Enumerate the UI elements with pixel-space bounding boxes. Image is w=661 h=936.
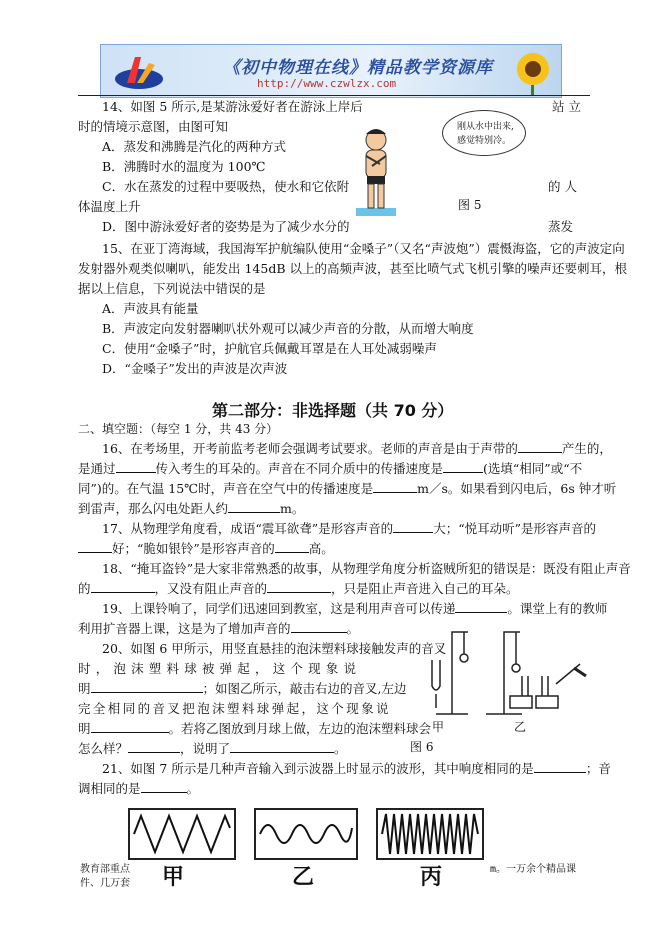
q17-line-1 [102,520,612,538]
answer-blank[interactable] [116,460,156,473]
q16-line-3 [78,480,617,498]
q20-line-4: 完全相同的音叉把泡沫塑料球弹起，这个现象说 [78,701,391,716]
q17-text: 好；“脆如银铃”是形容声音的 [112,541,275,556]
tuning-fork-figure [424,624,594,720]
q20-line-2: 时，泡沫塑料球被弹起，这个现象说 [78,661,362,676]
answer-blank[interactable] [443,460,483,473]
q14-option-b: B．沸腾时水的温度为 100℃ [102,159,266,174]
q17-line-2 [78,540,588,558]
q16-text: 是通过 [78,461,116,476]
answer-blank[interactable] [228,500,280,513]
waveform-jia [128,808,236,860]
q19-text: 19、上课铃响了，同学们迅速回到教室，这是利用声音可以传递 [102,601,456,616]
q20-text: 。 [334,741,347,756]
q21-line-1 [102,760,612,778]
figure-6-label-jia: 甲 [432,720,445,734]
q14-stem-right: 站 立 [552,99,581,114]
q21-text: 21、如图 7 所示是几种声音输入到示波器上时显示的波形，其中响度相同的是 [102,761,534,776]
answer-blank[interactable] [91,580,155,593]
q15-line-1: 15、在亚丁湾海域，我国海军护航编队使用“金嗓子”（又名“声波炮”）震慑海盗，它的声波定向 [102,241,625,256]
q19-text: 。课堂上有的教师 [507,601,608,616]
answer-blank[interactable] [141,780,187,793]
q16-text: (选填“相同”或“不 [483,461,583,476]
answer-blank[interactable] [128,740,180,753]
q15-option-b: B．声波定向发射器喇叭状外观可以减少声音的分散，从而增大响度 [102,321,474,336]
q20-text: 明 [78,681,91,696]
q20-text: ；如图乙所示，敲击右边的音叉,左边 [202,681,407,696]
q14-option-c-cont: 体温度上升 [78,199,141,214]
q17-text: 高。 [308,541,334,556]
q14-option-a: A．蒸发和沸腾是汽化的两种方式 [102,139,287,154]
sunflower-icon [505,47,561,95]
q19-line-1 [102,600,612,618]
q17-text: 大；“悦耳动听”是形容声音的 [433,521,596,536]
q15-option-d: D．“金嗓子”发出的声波是次声波 [102,361,288,376]
q15-line-2: 发射器外观类似喇叭，能发出 145dB 以上的高频声波，甚至比喷气式飞机引擎的噪声还要刺耳，根 [78,261,627,276]
q18-text: ，又没有阻止声音的 [154,581,268,596]
answer-blank[interactable] [393,520,433,533]
q14-stem-cont: 时的情境示意图，由图可知 [78,119,229,134]
waveform-bing [376,808,484,860]
q19-text: 利用扩音器上课，这是为了增加声音的 [78,621,291,636]
q20-text: 明 [78,721,91,736]
q21-text: 。 [186,781,200,796]
q14-option-c: C．水在蒸发的过程中要吸热，使水和它依附 [102,179,350,194]
q16-text: 同”)的。在气温 15℃时，声音在空气中的传播速度是 [78,481,374,496]
q19-text: 。 [346,621,360,636]
q18-line-2 [78,580,588,598]
figure-5-label: 图 5 [458,198,482,212]
section-title: 第二部分：非选择题（共 70 分） [212,401,454,420]
speech-line-2: 感觉特别冷。 [457,136,512,146]
footer-right: m。一万余个精品课 [490,864,577,875]
q20-text: ，说明了 [180,741,231,756]
q18-line-1: 18、“掩耳盗铃”是大家非常熟悉的故事，从物理学角度分析盗贼所犯的错误是：既没有阻止声音 [102,561,631,576]
q20-text: 怎么样？ [78,741,129,756]
q14-stem: 14、如图 5 所示,是某游泳爱好者在游泳上岸后 [102,99,363,114]
q17-text: 17、从物理学角度看，成语“震耳欲聋”是形容声音的 [102,521,394,536]
q15-line-3: 据以上信息，下列说法中错误的是 [78,281,266,296]
figure-6-label: 图 6 [410,740,434,754]
header-rule [78,95,590,96]
header-title: 《初中物理在线》精品教学资源库 [223,58,493,78]
waveform-yi [254,808,358,860]
q18-text: 的 [78,581,91,596]
q16-line-1 [102,440,612,458]
swimmer-figure [352,122,432,218]
answer-blank[interactable] [455,600,507,613]
q20-line-5 [78,720,432,738]
speech-bubble [442,110,526,156]
q20-text: 。若将乙图放到月球上做，左边的泡沫塑料球会 [168,721,432,736]
section-subtitle: 二、填空题：（每空 1 分，共 43 分） [78,422,279,436]
answer-blank[interactable] [91,720,169,733]
answer-blank[interactable] [373,480,417,493]
answer-blank[interactable] [534,760,586,773]
answer-blank[interactable] [230,740,334,753]
figure-7-label-yi: 乙 [292,865,315,890]
footer-left-2: 件、几万套 [80,878,130,889]
answer-blank[interactable] [267,580,331,593]
answer-blank[interactable] [275,540,309,553]
answer-blank[interactable] [291,620,347,633]
q16-line-2 [78,460,588,478]
figure-6-label-yi: 乙 [514,720,527,734]
q16-text: 16、在考场里，开考前监考老师会强调考试要求。老师的声音是由于声带的 [102,441,518,456]
speech-line-1: 刚从水中出来, [457,122,514,132]
q20-line-3 [78,680,418,698]
q16-text: 产生的， [561,441,612,456]
q15-option-c: C．使用“金嗓子”时，护航官兵佩戴耳罩是在人耳处减弱噪声 [102,341,437,356]
footer-left-1: 教育部重点 [80,864,130,875]
q16-line-4 [78,500,588,518]
q14-option-c-right: 的 人 [548,179,577,194]
q21-text: ；音 [585,761,611,776]
answer-blank[interactable] [78,540,112,553]
logo-icon [109,49,169,93]
answer-blank[interactable] [91,680,203,693]
answer-blank[interactable] [518,440,562,453]
q16-text: m。 [280,501,305,516]
q21-line-2 [78,780,588,798]
q20-line-1: 20、如图 6 甲所示，用竖直悬挂的泡沫塑料球接触发声的音叉 [102,641,447,656]
q14-option-d: D．图中游泳爱好者的姿势是为了减少水分的 [102,219,350,234]
q21-text: 调相同的是 [78,781,141,796]
figure-7-label-bing: 丙 [420,865,443,890]
q16-text: m／s。如果看到闪电后，6s 钟才听 [417,481,617,496]
header-url: http://www.czwlzx.com [257,77,397,90]
q20-line-6 [78,740,418,758]
q16-text: 传入考生的耳朵的。声音在不同介质中的传播速度是 [155,461,444,476]
q15-option-a: A．声波具有能量 [102,301,199,316]
q16-text: 到雷声，那么闪电处距人约 [78,501,229,516]
header-banner [100,44,562,98]
q18-text: ，只是阻止声音进入自己的耳朵。 [331,581,519,596]
figure-7-label-jia: 甲 [162,865,185,890]
q14-option-d-right: 蒸发 [548,219,574,234]
